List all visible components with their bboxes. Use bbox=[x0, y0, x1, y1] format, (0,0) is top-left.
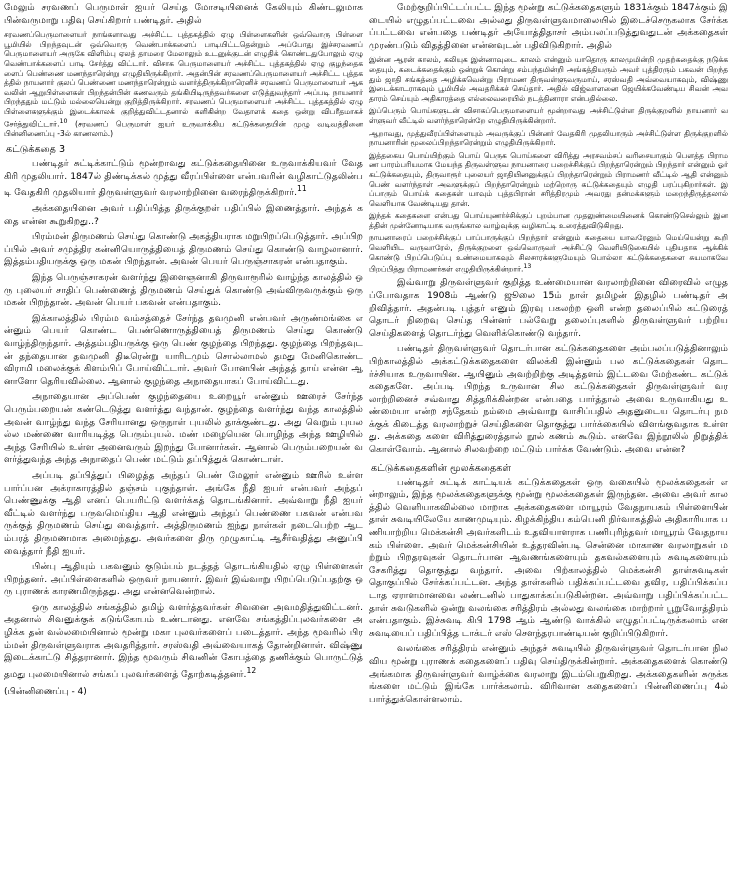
paragraph-valangai: வலங்கை சரித்திரம் என்னும் அந்தச் சுவடியில் திருவள்ளுவர் தொடர்பான நிலவிய மூன்று புராணக் கதைகளைப் பதிவு செய்திருக்கின்றார். அக்கதைகளைக் கொண்டு அங்கமாக திருவள்ளுவர் வாழ்க்கை வரலாறு இடம்பெறுகிறது. அக்கதைகளின் சுருக்கங்களை மட்டும் இங்கே பார்க்கலாம். விரிவான கதைகளைப் பின்னிணைப்பு 4ல் பார்த்துக்கொள்ளலாம். bbox=[369, 643, 728, 705]
paragraph-orphan-girl: அநாதையான அப்பெண் குழந்தையை உறையூர் என்னும் ஊரைச் சேர்ந்த பெரும்பறையன் கண்டெடுத்து வளர்த்து வந்தான். குழந்தை வளர்ந்து வந்த காலத்தில் அவன் வாழ்ந்து வந்த சேரியானது ஒருநாள் புயலில் தாக்குண்டது. அது வெறும் புயலல்ல மண்ணை வாரியடித்த பெரும்புயல். மண் மழையென பொழிந்த அந்த ஊழியில் அந்த சேரியில் உள்ள அனைவரும் இறந்து போனார்கள். ஆனால் பெரும்பறையன் வளர்த்துவந்த அந்த அநாதைப் பெண் மட்டும் தப்பித்துக் கொண்டாள். bbox=[4, 391, 363, 466]
quoted-block-3: இப்பெரும் பொய்களுடன் விசாகப்பெருமாளையர் மூன்றாவது அச்சிட்டுள்ள திருக்குறளில் நாயனார் வள்ளுவர் வீட்டில் வளர்ந்தாரென்றே எழுதியிருக்கின்றார். bbox=[369, 106, 728, 125]
quoted-block-7: நாயனாரைப் பறைச்சிக்குப் பாப்பாருக்குப் பிறந்தார் என்னும் கதையை யாவரேனும் மெய்யென்று கூறி வெளியிட வருவாரேல், திருக்குறளை ஒவ்வொருவர் அச்சிட்டு வெளியிடுகையில் புதியதாக ஆக்கிக் கொண்டு பிறப்பெடுப்பு உண்மையாகவும் சிலசாரக்களுமேயும் பொல்லா கட்டுக்கதைகளை சுயமாகவே பிறப்பித்து பிராமணர்கள் எழுதியிருக்கின்றார்.$^{13}$ bbox=[369, 233, 728, 274]
paragraph-seven-children: பின்பு ஆதியும் பகவனும் குடும்பம் நடத்தத் தொடங்கியதில் ஏழு பிள்ளைகள் பிறந்தனர். அப்பிள்ளைகளில் ஒருவர் நாயனார். இவர் இவ்வாறு பிறப்பெடுப்பதற்கு ஒரு புராணக் காரணமிருந்தது. அது என்னவென்றால். bbox=[4, 561, 363, 598]
paragraph-sangam-poets: ஒரு காலத்தில் சங்கத்தில் தமிழ் வளர்த்தவர்கள் சிவனை அவமதித்துவிட்டனர். அதனால் சிவனுக்குக் கடுங்கோபம் உண்டானது. எனவே சங்கத்திப்புலவர்களை அழிக்க தன் வல்லமையினால் மூன்று மகா புலவர்களைப் படைத்தார். அந்த மூவரில் பிரம்மன் திருவள்ளுவராக அவதரித்தார். சரஸ்வதி அவ்வையாகத் தோன்றினாள். விஷ்ணு இடைக்காட்டு சித்தரானார். இந்த மூவரும் சிவனின் கோபத்தை தணிக்கும் பொருட்டுத் தமது புலமையினால் சங்கப் புலவர்களைத் தோற்கடித்தனர்.$^{12}$ bbox=[4, 601, 363, 680]
quoted-block-2: இன்ன ஆரன் காலம், கலியுக இன்னாவுடை காலம் என்னும் யாதொரு காலமுமின்றி முதற்கதைக்கு நடுக்கதையும், கடைக்கதைக்கும் ஒன்றுக் கொன்று சம்பந்தமின்றி அங்கத்தியரும் அவர் புத்திரரும் பகவன் பிறந்ததும் ஜாதி சங்கத்தை அழிக்கவென்று பிராமண திருவள்ளுவருமாய், சரஸ்வதி அவ்வையாகவும், விஷ்ணு இடைக்காடராகவும் பூமியில் அவதரிக்கச் செய்தார். அதில் விஜ்வாளனை ஜெயிக்கவேண்டிய சிவன் அவதாரம் செய்யும் அதிகாரத்தை எல்லைவரையில் நடத்தினாரா என்பதில்லை. bbox=[369, 55, 728, 103]
paragraph-tamilan-1908: இவ்வாறு திருவள்ளுவர் குறித்த உண்மையான வரலாற்றினை விரைவில் எழுதப்போவதாக 1908ம் ஆண்டு ஜூலை 15ம் நாள் தமிழன் இதழில் பண்டிதர் அறிவித்தார். அதன்படி புத்தர் எனும் இரவு பகலற்ற ஒளி என்ற தலைப்பில் கட்டுரைத் தொடர் நிறைவு செய்த பின்னர் பல்வேறு தலைப்புகளில் திருவள்ளுவர் பற்றிய செய்திகளைத் தொடர்ந்து வெளிக்கொண்டு வந்தார். bbox=[369, 277, 728, 339]
footnote-ref-12: 12 bbox=[246, 665, 257, 675]
quoted-block-5: இத்தகைய பொய்யிற்கும் பொய் பெருக பொய்களை விரித்து அரசவம்சப் வரிசையாகும் பெளத்த பிராமண பாரம்பரியமாக மேயந்த திருவள்ளுவ நாயனாரை பறைச்சிக்குப் பிறந்தாரென்றும் பிறந்தார் என்னும் ஓர் கட்டுக்கதையும், திருவாரூர் புலையர் ஜாதியினனுக்குப் பிறந்தாரென்றும் பிராமணர் வீட்டில் ஆதி என்னும் பெண் வளர்ந்தாள் அவளுக்குப் பிறந்தாரென்றும் மற்றொரு கட்டுக்கதையும் எழுதி பரப்புகிறார்கள். இப்பாரும் பொய்க் கதைகள் யாவும் புத்தபிரான் சரித்திரமும் அவரது தன்மக்களும் மறைந்திருத்தலால் வெளியாக வேண்டியது தான். bbox=[369, 150, 728, 208]
appendix-note: (பின்னிணைப்பு - 4) bbox=[4, 686, 87, 697]
paragraph-three-myths: மேற்குறிப்பிட்டப்பட்ட இந்த மூன்று கட்டுக்கதைகளும் 1831க்கும் 1847க்கும் இடையில் எழுதப்பட்டவை அல்லது திருவள்ளுவமாலையில் இடைச்செருகலாக சேர்க்கப்பட்டவை என்பதை பண்டிதர் அயோத்திதாசர் அம்பலப்படுத்துவதுடன் அக்கதைகள் முரண்படும் விதத்தினை என்னவுடன் பதிவிடுகிறார். அதில் bbox=[369, 2, 728, 51]
paragraph-story-question: அக்கதையினை அவர் பதிப்பித்த திருக்குறள் பதிப்பில் இணைத்தார். அந்தக் கதை என்ன கூறுகிறது..? bbox=[4, 203, 363, 227]
paragraph-mackenzie: பண்டிதர் சுட்டிக் காட்டியக் கட்டுக்கதைகள் ஒரு வகையில் மூலக்கதைகள் என்றாலும், இந்த மூலக்கதைகளுக்கு மூன்று மூலக்கதைகள் இருந்தன. அவை அவர் காலத்தில் வெளியாகவில்லை மாறாக அக்கதைகளை மாயூரம் வேதநாயகம் பிள்ளையின் தாள் சுவடியிலேயே காணமுடியும். கிழக்கிந்திய கம்பெனி நிர்வாகத்தில் அதிகாரியாக பணியாற்றிய மெக்கன்சி அவர்களிடம் உதவியாளராக பணிபுரிந்தவர் மாயூரம் வேதநாயகம் பிள்ளை. அவர் மெக்கன்சியின் உத்தரவின்படி சென்னை மாகாண வரலாறுகள் மற்றும் பிறதரவுகள் தொடர்பான ஆவணங்களையும் தகவல்களையும் சுவடிகளையும் சேகரித்து தொகுத்து வந்தார். அவை பிற்காலத்தில் மெக்கன்சி தாள்சுவடிகள் தொகுப்பில் சேர்க்கப்பட்டன. அந்த தாள்களில் பதிக்கப்பட்டவை தவிர, பதிப்பிக்கப்படாத ஏராளமானவை லண்டனில் பாதுகாக்கப்படுகின்றன. அவ்வாறு பதிப்பிக்கப்பட்ட தாள் சுவடுகளில் ஒன்று வலங்கை சரித்திரம் அல்லது வலங்கை மாற்றார் பூறுவோத்திரம் என்பதாகும். இச்சுவடி கிபி 1798 ஆம் ஆண்டு வாக்கில் எழுதப்பட்டிருக்கலாம் என சுவடியைப் பதிப்பித்த டாக்டர் எஸ் சௌந்தரபாண்டியன் குறிப்பிடுகிறார். bbox=[369, 476, 728, 639]
intro-paragraph: மேலும் சரவணப் பெருமாள் ஐயர் செய்த மோசடியினைக் கேலியும் கிண்டலுமாக பின்வருமாறு பதிவு செய்கிறார் பண்டிதர். அதில் bbox=[4, 2, 363, 26]
paragraph-vedagiri: பண்டிதர் சுட்டிக்காட்டும் மூன்றாவது கட்டுக்கதையினை உருவாக்கியவர் வேதகிரி முதலியார். 1847ல் திண்டிக்கல் முத்து வீரப்பிள்ளை என்பவரின் வழிகாட்டுதலின்படி வேதகிரி முதலியார் திருவள்ளுவர் வரலாற்றினை வரைந்திருக்கிறார்.$^{11}$ bbox=[4, 158, 363, 199]
paragraph-perunjagaran: இந்த பெருஞ்சாகரன் வளர்ந்து இளைஞனாகி திருவாரூரில் வாழ்ந்த காலத்தில் ஒரு புலையர் சாதிப் பெண்ணைத் திருமணம் செய்துக் கொண்டு அவ்விருவருக்கும் ஒரு மகன் பிறந்தான். அவன் பெயர் பகவன் என்பதாகும். bbox=[4, 272, 363, 309]
section-heading-kattukkathai-3: கட்டுக்கதை 3 bbox=[6, 144, 66, 156]
quoted-block-4: ஆறாவது, முத்துவீரப்பிள்ளையும் அவருக்குப் பின்னர் வேதகிரி முதலியாரும் அச்சிட்டுள்ள திருக்குறளில் நாயனாரின் மூலைப்பிறந்தாரென்றும் எழுதியிருக்கிறார். bbox=[369, 128, 728, 148]
quoted-block-6: இந்தக் கதைகளை என்பது பொய்யுணர்ச்சிக்குப் புறம்பான முதலுண்மையினைக் கொண்டுசெல்லும் இனத்தின் முன்னோடியாக வருங்கால வாழ்வுக்கு வழிகாட்டி உரைத்துவிடுகிறது. bbox=[369, 211, 728, 230]
section-heading-source-stories: கட்டுக்கதைகளின் மூலக்கதைகள் bbox=[371, 462, 512, 474]
paragraph-later-myths: பண்டிதர் திருவள்ளுவர் தொடர்பான கட்டுக்கதைகளை அம்பலப்படுத்தினாலும் பிற்காலத்தில் அக்கட்டுக்கதைகளை விலக்கி இன்னும் பல கட்டுக்கதைகள் தொடர்ச்சியாக உருவாயின. ஆயினும் அவற்றிற்கு அடித்தளம் இட்டவை மேற்கண்ட கட்டுக் கதைகளே. அப்படி பிறந்த உருவான சில கட்டுக்கதைகள் திருவள்ளுவர் வரலாற்றினைச் சவ்வாது சித்தரிக்கின்றன என்பதை பார்த்தால் அவை உருவாகியது உண்மையா என்ற சந்தேகம் நம்மை அவ்வாறு வாசிப்பதில் அதனுடைய தொடர்பு நமக்குக் கிடைத்த வரலாற்றுச் செய்திகளை தொகுத்து பார்க்கையில் விளங்குவதாக உள்ளது. அக்கதை களை விரித்துரைத்தால் நூல் கணம் கூடும். எனவே இந்நூலில் நிறுத்திக் கொள்வோம். ஆனால் சிலவற்றை மட்டும் பார்க்க வேண்டும். அவை என்ன? bbox=[369, 343, 728, 456]
right-column bbox=[369, 2, 728, 888]
paragraph-brahma: பிரம்மன் திருமணம் செய்து கொண்டு அகத்தியராக மறுபிறப்பெடுத்தார். அப்பிறப்பில் அவர் சமுத்திர கன்னியொருத்தியைத் திருமணம் செய்து கொண்டு வாழலானார். இத்தம்பதியருக்கு ஒரு மகன் பிறந்தான். அவன் பெயர் பெருஞ்சாகரன் என்பதாகும். bbox=[4, 231, 363, 268]
quoted-block-1: சரவணப்பெருமாளையர் நாங்களாவது அச்சிட்ட புத்தகத்தில் ஏழு பிள்ளைகளின் ஒவ்வொரு பிள்ளை பூமியில் பிறந்தவுடன் ஒவ்வொரு வெண்பாக்களைப் பாடியிட்டதென்றும் அப்போது இச்சரவணப் பெருமாளையர் அருகே விளிம்பு ஏலத் தாமரை மேலாலும் உடனுக்குடன் எழுதிக் கொண்டதுபோலும் ஏழு வெண்பாக்களைப் பாடி சேர்த்து விட்டார். விசாக பெருமாளையர் அச்சிட்ட புத்தகத்தில் ஏழு குழந்தைகளைப் பெண்ணை மணந்தாரென்று எழுதியிருக்கிறார். அதன்பின் சரவணப்பெருமாளையர் அச்சிட்ட புத்தகத்தில் நாயனார் குலப் பெண்ணை மணந்தாரென்றும் வளர்த்திருக்கிறாரெனிச் சரவணப் பெருமாளையர் ஆகவலின் ஆறுபிள்ளைகள் பிறந்தன்பின் கணவரும் தங்கியிடிருந்தவர்களை எடுத்துவந்தார் அப்படி நாயனார் பிறந்ததும் மட்டும் மல்லையென்று குறித்திருக்கிறார். சரவணப் பெருமாளையர் அச்சிட்ட புத்தகத்தில் ஏழு பிள்ளைகளுக்கும் இடைக்காலக் குறித்துவிட்டதனால் களிகின்ற வேதாளக் கதை ஒன்று விபரீதமாகச் சேர்த்துவிட்டார்.$^{10}$ (சரவணப் பெருமாள் ஐயர் உருவாக்கிய கட்டுக்கதையின் முழு வடிவத்தினை பின்னிணைப்பு -3ல் காணலாம்.) bbox=[4, 30, 363, 138]
paragraph-thavamuni: இக்காலத்தில் பிரம்ம வம்சத்தைச் சேர்ந்த தவமுனி என்பவர் அருண்மங்கை என்னும் பெயர் கொண்ட பெண்ணொருத்தியைத் திருமணம் செய்து கொண்டு வாழ்ந்திருந்தார். அத்தம்பதியருக்கு ஒரு பெண் குழந்தை பிறந்தது. குழந்தை பிறந்தவுடன் தந்தையான தவமுனி திடீரென்று யாரிடமும் சொல்லாமல் தமது மேனிகொண்ட விராமி மலைக்குக் கிளம்பிப் போய்விட்டார். அவர் போனபின் அந்தத் தாய் என்ன ஆனாளோ தெரியவில்லை. ஆனால் குழந்தை அநாதையாகப் போய்விட்டது. bbox=[4, 312, 363, 387]
footnote-ref-11: 11 bbox=[297, 184, 307, 194]
footnote-ref-13: 13 bbox=[523, 263, 532, 271]
paragraph-aadhi: அப்படி தப்பித்துப் பிழைத்த அந்தப் பெண் மேலூர் என்னும் ஊரில் உள்ள பார்ப்பன அக்ராகாரத்தில் தஞ்சம் புகுந்தாள். அங்கே நீதி ஐயர் என்பவர் அந்தப் பெண்ணுக்கு ஆதி எனப் பெயரிட்டு வளர்க்கத் தொடங்கினார். அவ்வாறு நீதி ஐயர் வீட்டில் வளர்ந்து பருவமெய்திய ஆதி என்னும் அந்தப் பெண்ணை பகவன் என்பவருக்குத் திருமணம் செய்து வைத்தார். அத்திருமணம் ஐந்து நாள்கள் நடைபெற்ற ஆடம்பரத் திருமணமாக அமைந்தது. அவர்களை திரு முழுகாட்டி ஆசீர்வதித்து அனுப்பி வைத்தார் நீதி ஐயர். bbox=[4, 469, 363, 557]
footnote-ref-10: 10 bbox=[59, 117, 68, 125]
left-column bbox=[4, 2, 363, 888]
